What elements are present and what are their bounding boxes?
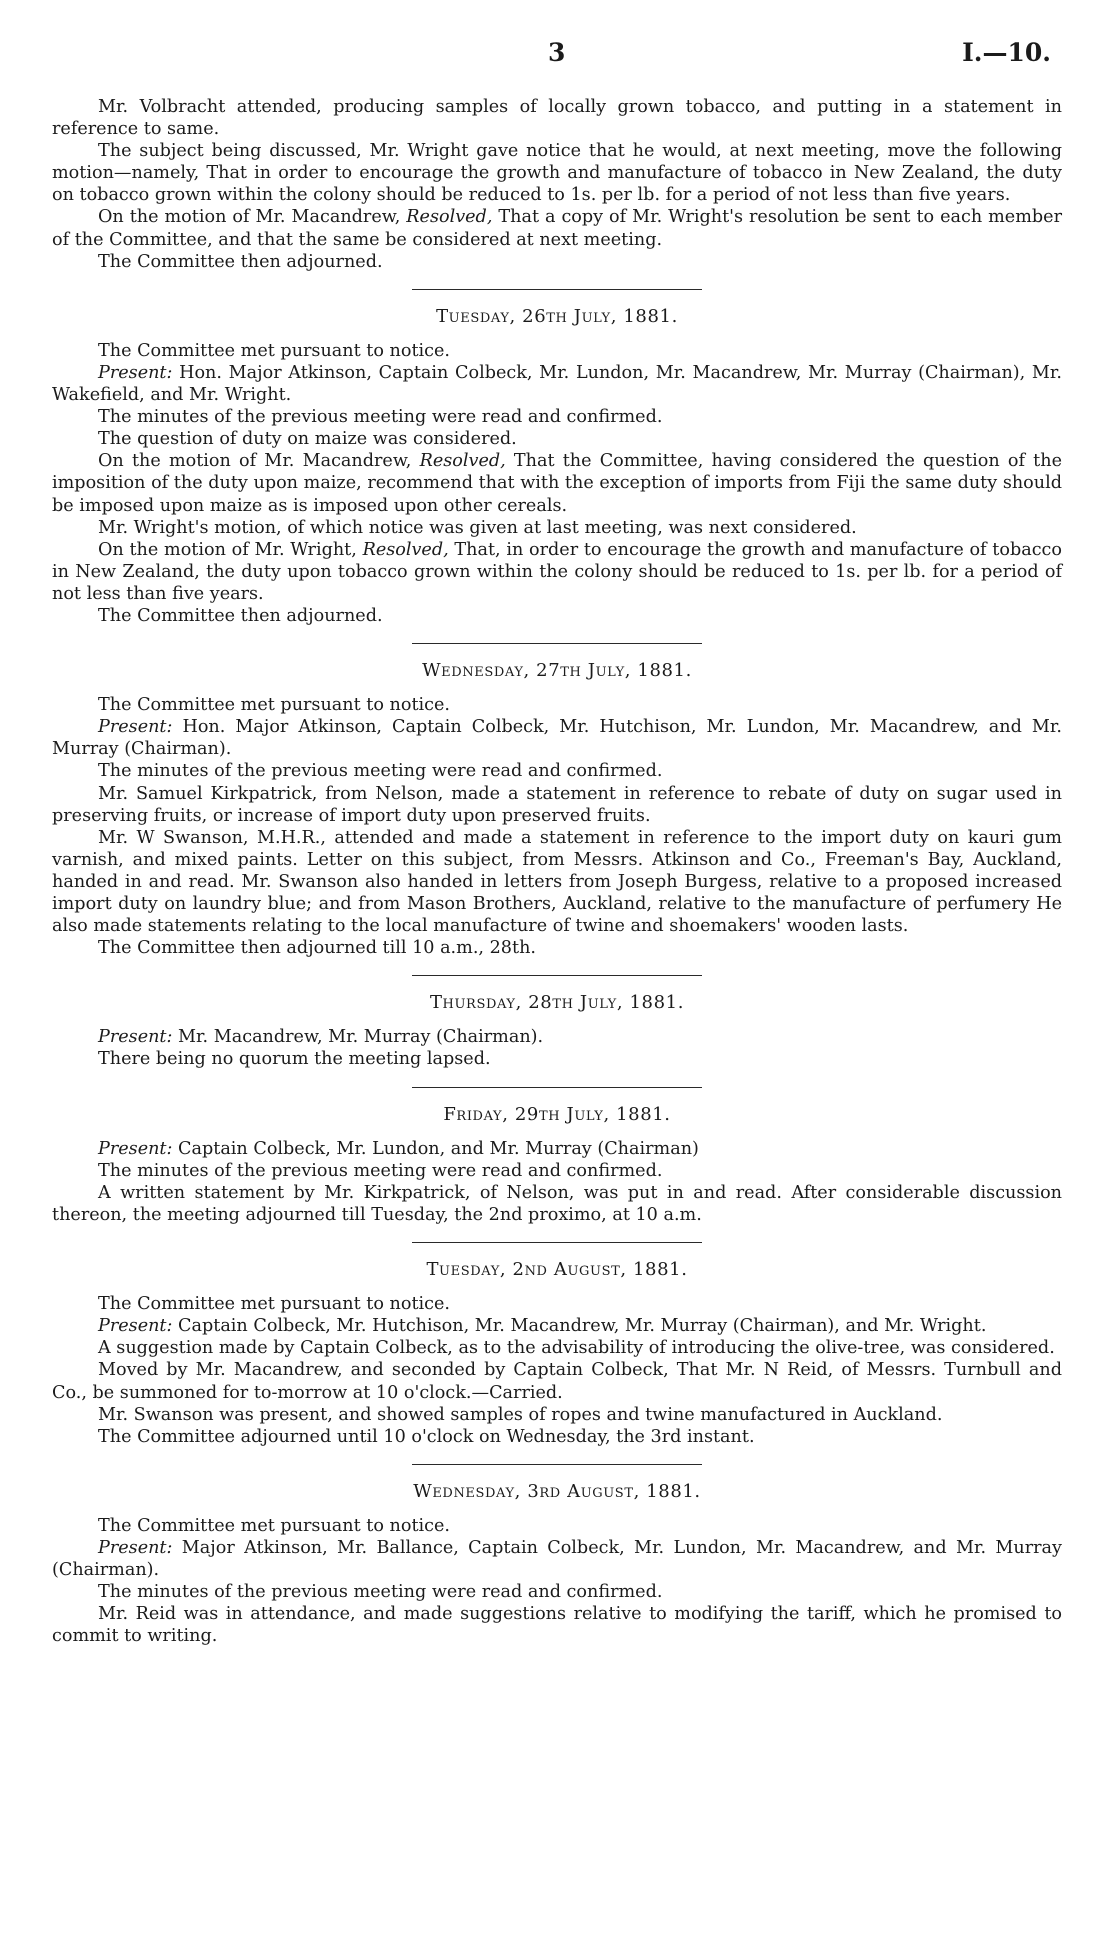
resolved-label: Resolved, [406,207,493,228]
paragraph [52,362,1062,406]
paragraph [52,1537,1062,1581]
paragraph [52,206,1062,250]
paragraph [52,1138,1062,1160]
section-divider [412,1242,702,1243]
paragraph: The Committee met pursuant to notice. [98,695,451,716]
present-label: Present: [98,717,173,738]
paragraph: The Committee met pursuant to notice. [98,1515,451,1536]
present-label: Present: [98,1027,173,1048]
paragraph: The Committee then adjourned. [98,251,383,272]
paragraph: Mr. Samuel Kirkpatrick, from Nelson, made a statement in reference to rebate of duty on sugar used in preserving fruits, or increase of import duty upon preserved fruits. [52,783,1062,826]
paragraph: The question of duty on maize was considered. [98,429,517,450]
section-heading: Tuesday, 2nd August, 1881. [426,1259,688,1281]
section-divider [412,643,702,644]
section-heading: Tuesday, 26th July, 1881. [436,305,678,327]
paragraph: The minutes of the previous meeting were read and confirmed. [98,1582,663,1603]
text-run: On the motion of Mr. Macandrew, [98,207,407,228]
page-number: 3 [548,38,566,67]
section-divider [412,289,702,290]
paragraph: The minutes of the previous meeting were read and confirmed. [98,407,663,428]
paragraph [52,450,1062,516]
paragraph [52,1026,1062,1048]
text-run: Major Atkinson, Mr. Ballance, Captain Colbeck, Mr. Lundon, Mr. Macandrew, and Mr. Murray (Chairman). [52,1537,1062,1581]
text-run: Captain Colbeck, Mr. Lundon, and Mr. Murray (Chairman) [172,1138,699,1159]
text-run: Captain Colbeck, Mr. Hutchison, Mr. Macandrew, Mr. Murray (Chairman), and Mr. Wright. [172,1316,987,1337]
present-label: Present: [98,362,173,383]
paragraph: Mr. W Swanson, M.H.R., attended and made a statement in reference to the import duty on kauri gum varnish, and mixed paints. Letter on this subject, from Messrs. Atkinson and Co., Freeman's Bay, Auckland, handed in and read. Mr. Swanson also handed in letters from Joseph Burgess, relative to a proposed increased import duty on laundry blue; and from Mason Brothers, Auckland, relative to the manufacture of perfumery He also made statements relating to the local manufacture of twine and shoemakers' wooden lasts. [52,827,1062,937]
paragraph: The Committee adjourned until 10 o'clock on Wednesday, the 3rd instant. [98,1426,755,1447]
text-run: That the Committee, having considered the question of the imposition of the duty upon maize, recommend that with the exception of imports from Fiji the same duty should be imposed upon maize as is imposed upon other cereals. [52,451,1062,516]
paragraph: Mr. Swanson was present, and showed samples of ropes and twine manufactured in Auckland. [98,1404,943,1425]
section-heading: Friday, 29th July, 1881. [443,1103,671,1125]
section-divider [412,975,702,976]
paragraph [52,716,1062,760]
paragraph: A written statement by Mr. Kirkpatrick, of Nelson, was put in and read. After considerable discussion thereon, the meeting adjourned till Tuesday, the 2nd proximo, at 10 a.m. [52,1182,1062,1225]
paragraph: The minutes of the previous meeting were read and confirmed. [98,1160,663,1181]
paragraph: Moved by Mr. Macandrew, and seconded by Captain Colbeck, That Mr. N Reid, of Messrs. Turnbull and Co., be summoned for to-morrow at 10 o'clock.—Carried. [52,1360,1062,1403]
paragraph: The subject being discussed, Mr. Wright gave notice that he would, at next meeting, move the following motion—namely, That in order to encourage the growth and manufacture of tobacco in New Zealand, the duty on tobacco grown within the colony should be reduced to 1s. per lb. for a period of not less than five years. [52,141,1062,206]
section-divider [412,1464,702,1465]
document-body [52,96,1062,1647]
section-divider [412,1087,702,1088]
text-run: Hon. Major Atkinson, Captain Colbeck, Mr. Hutchison, Mr. Lundon, Mr. Macandrew, and Mr. Murray (Chairman). [52,717,1062,760]
section-heading: Wednesday, 27th July, 1881. [422,660,692,682]
paragraph: The minutes of the previous meeting were read and confirmed. [98,761,663,782]
paragraph [52,1315,1062,1337]
section-heading: Thursday, 28th July, 1881. [429,992,685,1014]
text-run: That a copy of Mr. Wright's resolution be sent to each member of the Committee, and that the same be considered at next meeting. [52,207,1062,250]
paragraph: Mr. Volbracht attended, producing samples of locally grown tobacco, and putting in a statement in reference to same. [52,97,1062,140]
text-run: Hon. Major Atkinson, Captain Colbeck, Mr. Lundon, Mr. Macandrew, Mr. Murray (Chairman), Mr. Wakefield, and Mr. Wright. [52,362,1062,406]
paragraph: The Committee met pursuant to notice. [98,340,451,361]
section-heading: Wednesday, 3rd August, 1881. [413,1480,701,1502]
paragraph: Mr. Wright's motion, of which notice was given at last meeting, was next considered. [98,517,857,538]
text-run: Mr. Macandrew, Mr. Murray (Chairman). [172,1027,544,1048]
resolved-label: Resolved, [419,451,506,472]
paragraph: The Committee then adjourned till 10 a.m., 28th. [98,938,536,959]
present-label: Present: [98,1316,173,1337]
present-label: Present: [98,1537,173,1558]
document-reference: I.—10. [962,38,1051,67]
resolved-label: Resolved, [362,539,449,560]
text-run: On the motion of Mr. Macandrew, [98,451,420,472]
paragraph [52,539,1062,605]
text-run: On the motion of Mr. Wright, [98,539,363,560]
paragraph: A suggestion made by Captain Colbeck, as to the advisability of introducing the olive-tree, was considered. [98,1338,1055,1359]
paragraph: There being no quorum the meeting lapsed. [98,1049,491,1070]
present-label: Present: [98,1138,173,1159]
paragraph: The Committee then adjourned. [98,605,383,626]
paragraph: Mr. Reid was in attendance, and made suggestions relative to modifying the tariff, which he promised to commit to writing. [52,1604,1062,1647]
text-run: That, in order to encourage the growth and manufacture of tobacco in New Zealand, the duty upon tobacco grown within the colony should be reduced to 1s. per lb. for a period of not less than five years. [52,539,1063,604]
paragraph: The Committee met pursuant to notice. [98,1294,451,1315]
